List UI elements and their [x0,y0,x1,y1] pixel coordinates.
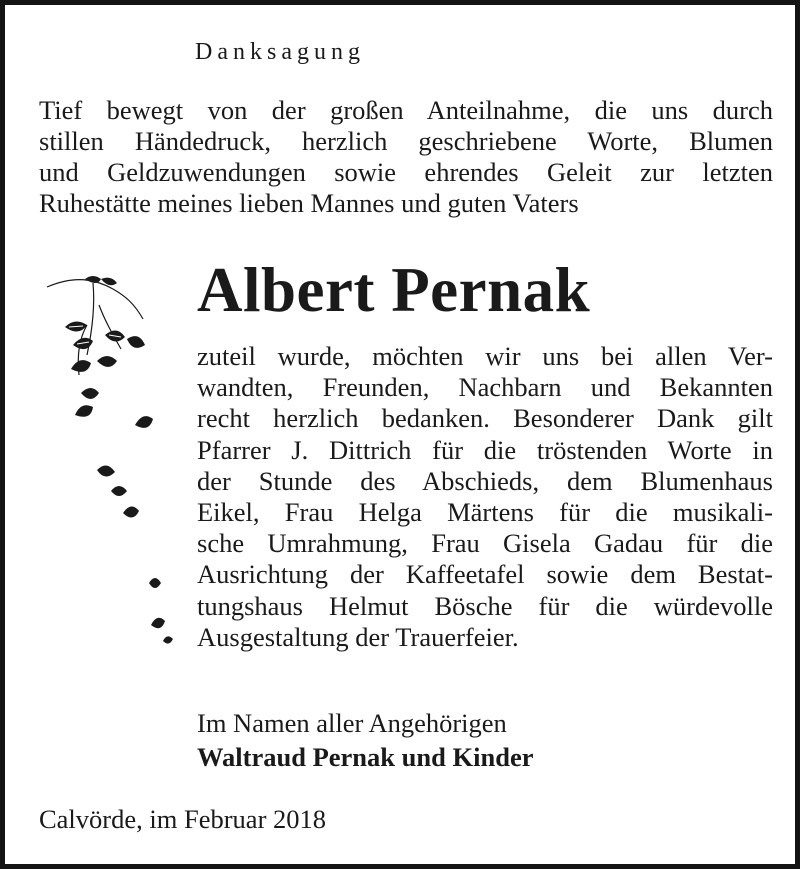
notice-heading: Danksagung [195,39,365,65]
thanks-paragraph [197,341,773,653]
thanks-line: Ausgestaltung der Trauerfeier. [197,621,519,652]
place-date: Calvörde, im Februar 2018 [39,804,327,834]
thanks-line: sche Umrahmung, Frau Gisela Gadau für die [197,528,773,559]
thanks-line: der Stunde des Abschieds, dem Blumenhaus [197,465,773,496]
deceased-name: Albert Pernak [197,255,591,325]
thanks-line: wandten, Freunden, Nachbarn und Bekannten [197,372,773,403]
intro-line: Tief bewegt von der großen Anteilnahme, die uns durch [39,95,773,125]
thanks-line: recht herzlich bedanken. Besonderer Dank gilt [197,403,773,434]
thanks-line: zuteil wurde, möchten wir uns bei allen Ver- [197,341,773,371]
intro-line: Ruhestätte meines lieben Mannes und guten Vaters [39,188,579,218]
thanks-line: Ausrichtung der Kaffeetafel sowie dem Bestat- [197,559,773,590]
falling-leaves-icon [35,265,195,665]
thanks-line: Eikel, Frau Helga Märtens für die musikali- [197,497,773,528]
thanks-line: tungshaus Helmut Bösche für die würdevolle [197,590,773,621]
intro-paragraph [39,95,773,219]
signature-intro: Im Namen aller Angehörigen [197,708,507,738]
intro-line: und Geldzuwendungen sowie ehrendes Geleit zur letzten [39,157,773,187]
thanks-line: Pfarrer J. Dittrich für die tröstenden Worte in [197,434,773,465]
signature-names: Waltraud Pernak und Kinder [197,742,534,772]
intro-line: stillen Händedruck, herzlich geschriebene Worte, Blumen [39,126,773,156]
